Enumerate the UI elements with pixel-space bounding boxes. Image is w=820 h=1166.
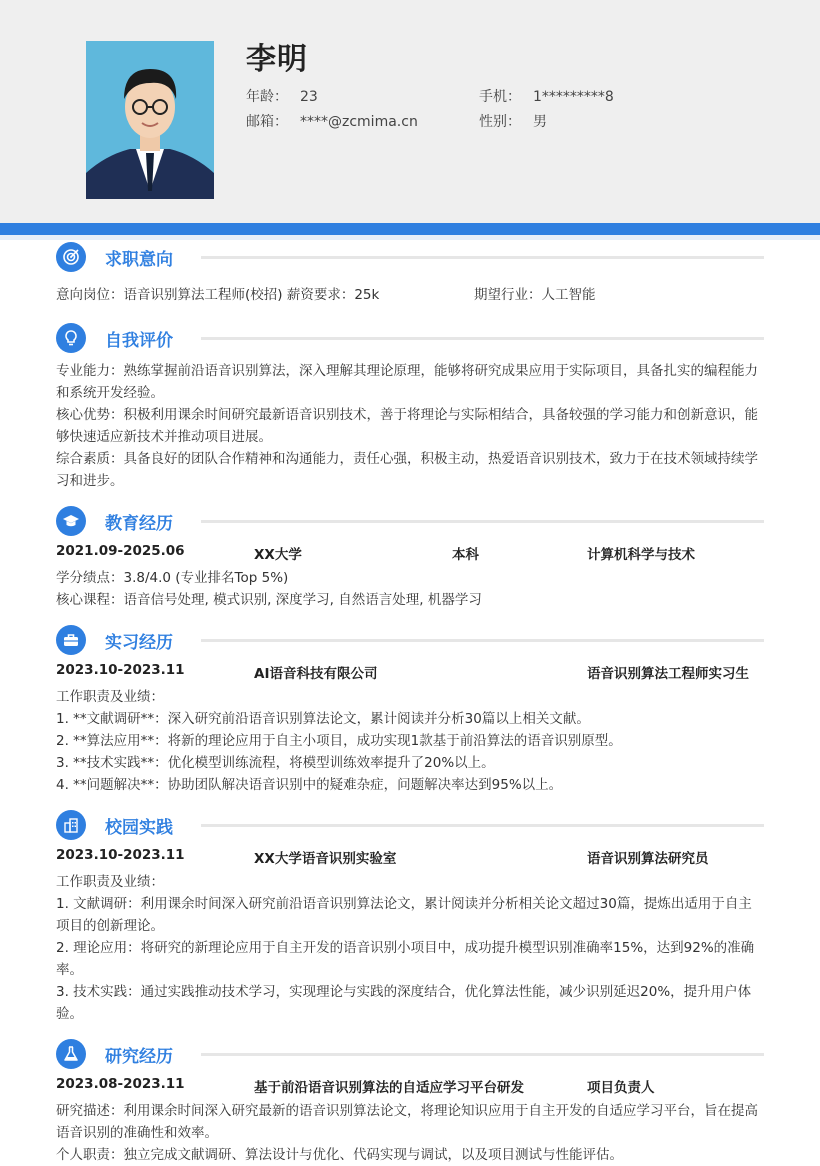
- section-title: 自我评价: [105, 331, 173, 351]
- section-title: 校园实践: [105, 818, 173, 838]
- education-degree: 本科: [452, 547, 479, 563]
- campus-heading: 工作职责及业绩：: [56, 874, 164, 890]
- internship-heading: 工作职责及业绩：: [56, 689, 164, 705]
- target-icon: [56, 242, 86, 272]
- internship-item: 2. **算法应用**：将新的理论应用于自主小项目，成功实现1款基于前沿算法的语音识别原型。: [56, 733, 622, 749]
- internship-row: [56, 662, 764, 684]
- education-details: [56, 567, 764, 611]
- campus-details: [56, 871, 764, 1025]
- research-date: 2023.08-2023.11: [56, 1076, 185, 1092]
- section-divider: [201, 639, 764, 642]
- resume-header: [0, 0, 820, 223]
- section-title: 求职意向: [105, 250, 173, 270]
- section-title: 教育经历: [105, 514, 173, 534]
- gender-label: 性别：: [479, 114, 521, 130]
- campus-date: 2023.10-2023.11: [56, 847, 185, 863]
- avatar-photo: [86, 41, 214, 199]
- graduation-cap-icon: [56, 506, 86, 536]
- education-date: 2021.09-2025.06: [56, 543, 185, 559]
- email-label: 邮箱：: [246, 114, 288, 130]
- research-duty: 个人职责：独立完成文献调研、算法设计与优化、代码实现与调试，以及项目测试与性能评估。: [56, 1147, 623, 1163]
- education-major: 计算机科学与技术: [587, 547, 695, 563]
- internship-item: 3. **技术实践**：优化模型训练流程，将模型训练效率提升了20%以上。: [56, 755, 495, 771]
- section-title: 研究经历: [105, 1047, 173, 1067]
- intent-position: 意向岗位：语音识别算法工程师(校招): [56, 287, 283, 303]
- section-internship-header: [56, 625, 764, 657]
- internship-item: 4. **问题解决**：协助团队解决语音识别中的疑难杂症，问题解决率达到95%以上。: [56, 777, 563, 793]
- header-accent-bar: [0, 223, 820, 235]
- phone-label: 手机：: [479, 89, 521, 105]
- phone-field: [479, 86, 614, 106]
- intent-line: [56, 284, 764, 306]
- research-row: [56, 1076, 764, 1098]
- self-eval-strength: 核心优势：积极利用课余时间研究最新语音识别技术，善于将理论与实际相结合，具备较强的学习能力和创新意识，能够快速适应新技术并推动项目进展。: [56, 407, 758, 445]
- building-icon: [56, 810, 86, 840]
- education-gpa: 学分绩点：3.8/4.0 (专业排名Top 5%): [56, 570, 289, 586]
- email-value: ****@zcmima.cn: [300, 114, 418, 130]
- internship-role: 语音识别算法工程师实习生: [587, 666, 749, 682]
- section-divider: [201, 337, 764, 340]
- phone-value: 1*********8: [533, 89, 614, 105]
- internship-company: AI语音科技有限公司: [254, 666, 378, 682]
- section-research-header: [56, 1039, 764, 1071]
- education-school: XX大学: [254, 547, 302, 563]
- education-courses: 核心课程：语音信号处理, 模式识别, 深度学习, 自然语言处理, 机器学习: [56, 592, 482, 608]
- age-value: 23: [300, 89, 318, 105]
- section-intent-header: [56, 242, 764, 274]
- internship-date: 2023.10-2023.11: [56, 662, 185, 678]
- internship-item: 1. **文献调研**：深入研究前沿语音识别算法论文，累计阅读并分析30篇以上相关文献。: [56, 711, 590, 727]
- research-role: 项目负责人: [587, 1080, 655, 1096]
- self-eval-skill: 专业能力：熟练掌握前沿语音识别算法，深入理解其理论原理，能够将研究成果应用于实际项目，具备扎实的编程能力和系统开发经验。: [56, 363, 758, 401]
- education-row: [56, 543, 764, 565]
- section-divider: [201, 520, 764, 523]
- research-project: 基于前沿语音识别算法的自适应学习平台研发: [254, 1080, 524, 1096]
- campus-item: 1. 文献调研：利用课余时间深入研究前沿语音识别算法论文，累计阅读并分析相关论文超过30篇，提炼出适用于自主项目的创新理论。: [56, 896, 752, 934]
- email-field: [246, 111, 418, 131]
- age-label: 年龄：: [246, 89, 288, 105]
- intent-salary: 薪资要求：25k: [286, 287, 380, 303]
- section-education-header: [56, 506, 764, 538]
- age-field: [246, 86, 318, 106]
- section-self-eval-header: [56, 323, 764, 355]
- self-eval-text: [56, 360, 764, 492]
- internship-details: [56, 686, 764, 796]
- section-divider: [201, 1053, 764, 1056]
- research-details: [56, 1100, 764, 1166]
- flask-icon: [56, 1039, 86, 1069]
- campus-org: XX大学语音识别实验室: [254, 851, 397, 867]
- gender-field: [479, 111, 547, 131]
- gender-value: 男: [533, 114, 547, 130]
- lightbulb-icon: [56, 323, 86, 353]
- campus-row: [56, 847, 764, 869]
- section-title: 实习经历: [105, 633, 173, 653]
- intent-industry: 期望行业：人工智能: [474, 287, 596, 303]
- candidate-name: 李明: [246, 42, 308, 77]
- section-campus-header: [56, 810, 764, 842]
- section-divider: [201, 256, 764, 259]
- briefcase-icon: [56, 625, 86, 655]
- research-desc: 研究描述：利用课余时间深入研究最新的语音识别算法论文，将理论知识应用于自主开发的自适应学习平台，旨在提高语音识别的准确性和效率。: [56, 1103, 758, 1141]
- campus-item: 2. 理论应用：将研究的新理论应用于自主开发的语音识别小项目中，成功提升模型识别准确率15%，达到92%的准确率。: [56, 940, 755, 978]
- header-accent-shadow: [0, 235, 820, 240]
- section-divider: [201, 824, 764, 827]
- campus-role: 语音识别算法研究员: [587, 851, 709, 867]
- self-eval-quality: 综合素质：具备良好的团队合作精神和沟通能力，责任心强，积极主动，热爱语音识别技术，致力于在技术领域持续学习和进步。: [56, 451, 758, 489]
- campus-item: 3. 技术实践：通过实践推动技术学习，实现理论与实践的深度结合，优化算法性能，减少识别延迟20%，提升用户体验。: [56, 984, 752, 1022]
